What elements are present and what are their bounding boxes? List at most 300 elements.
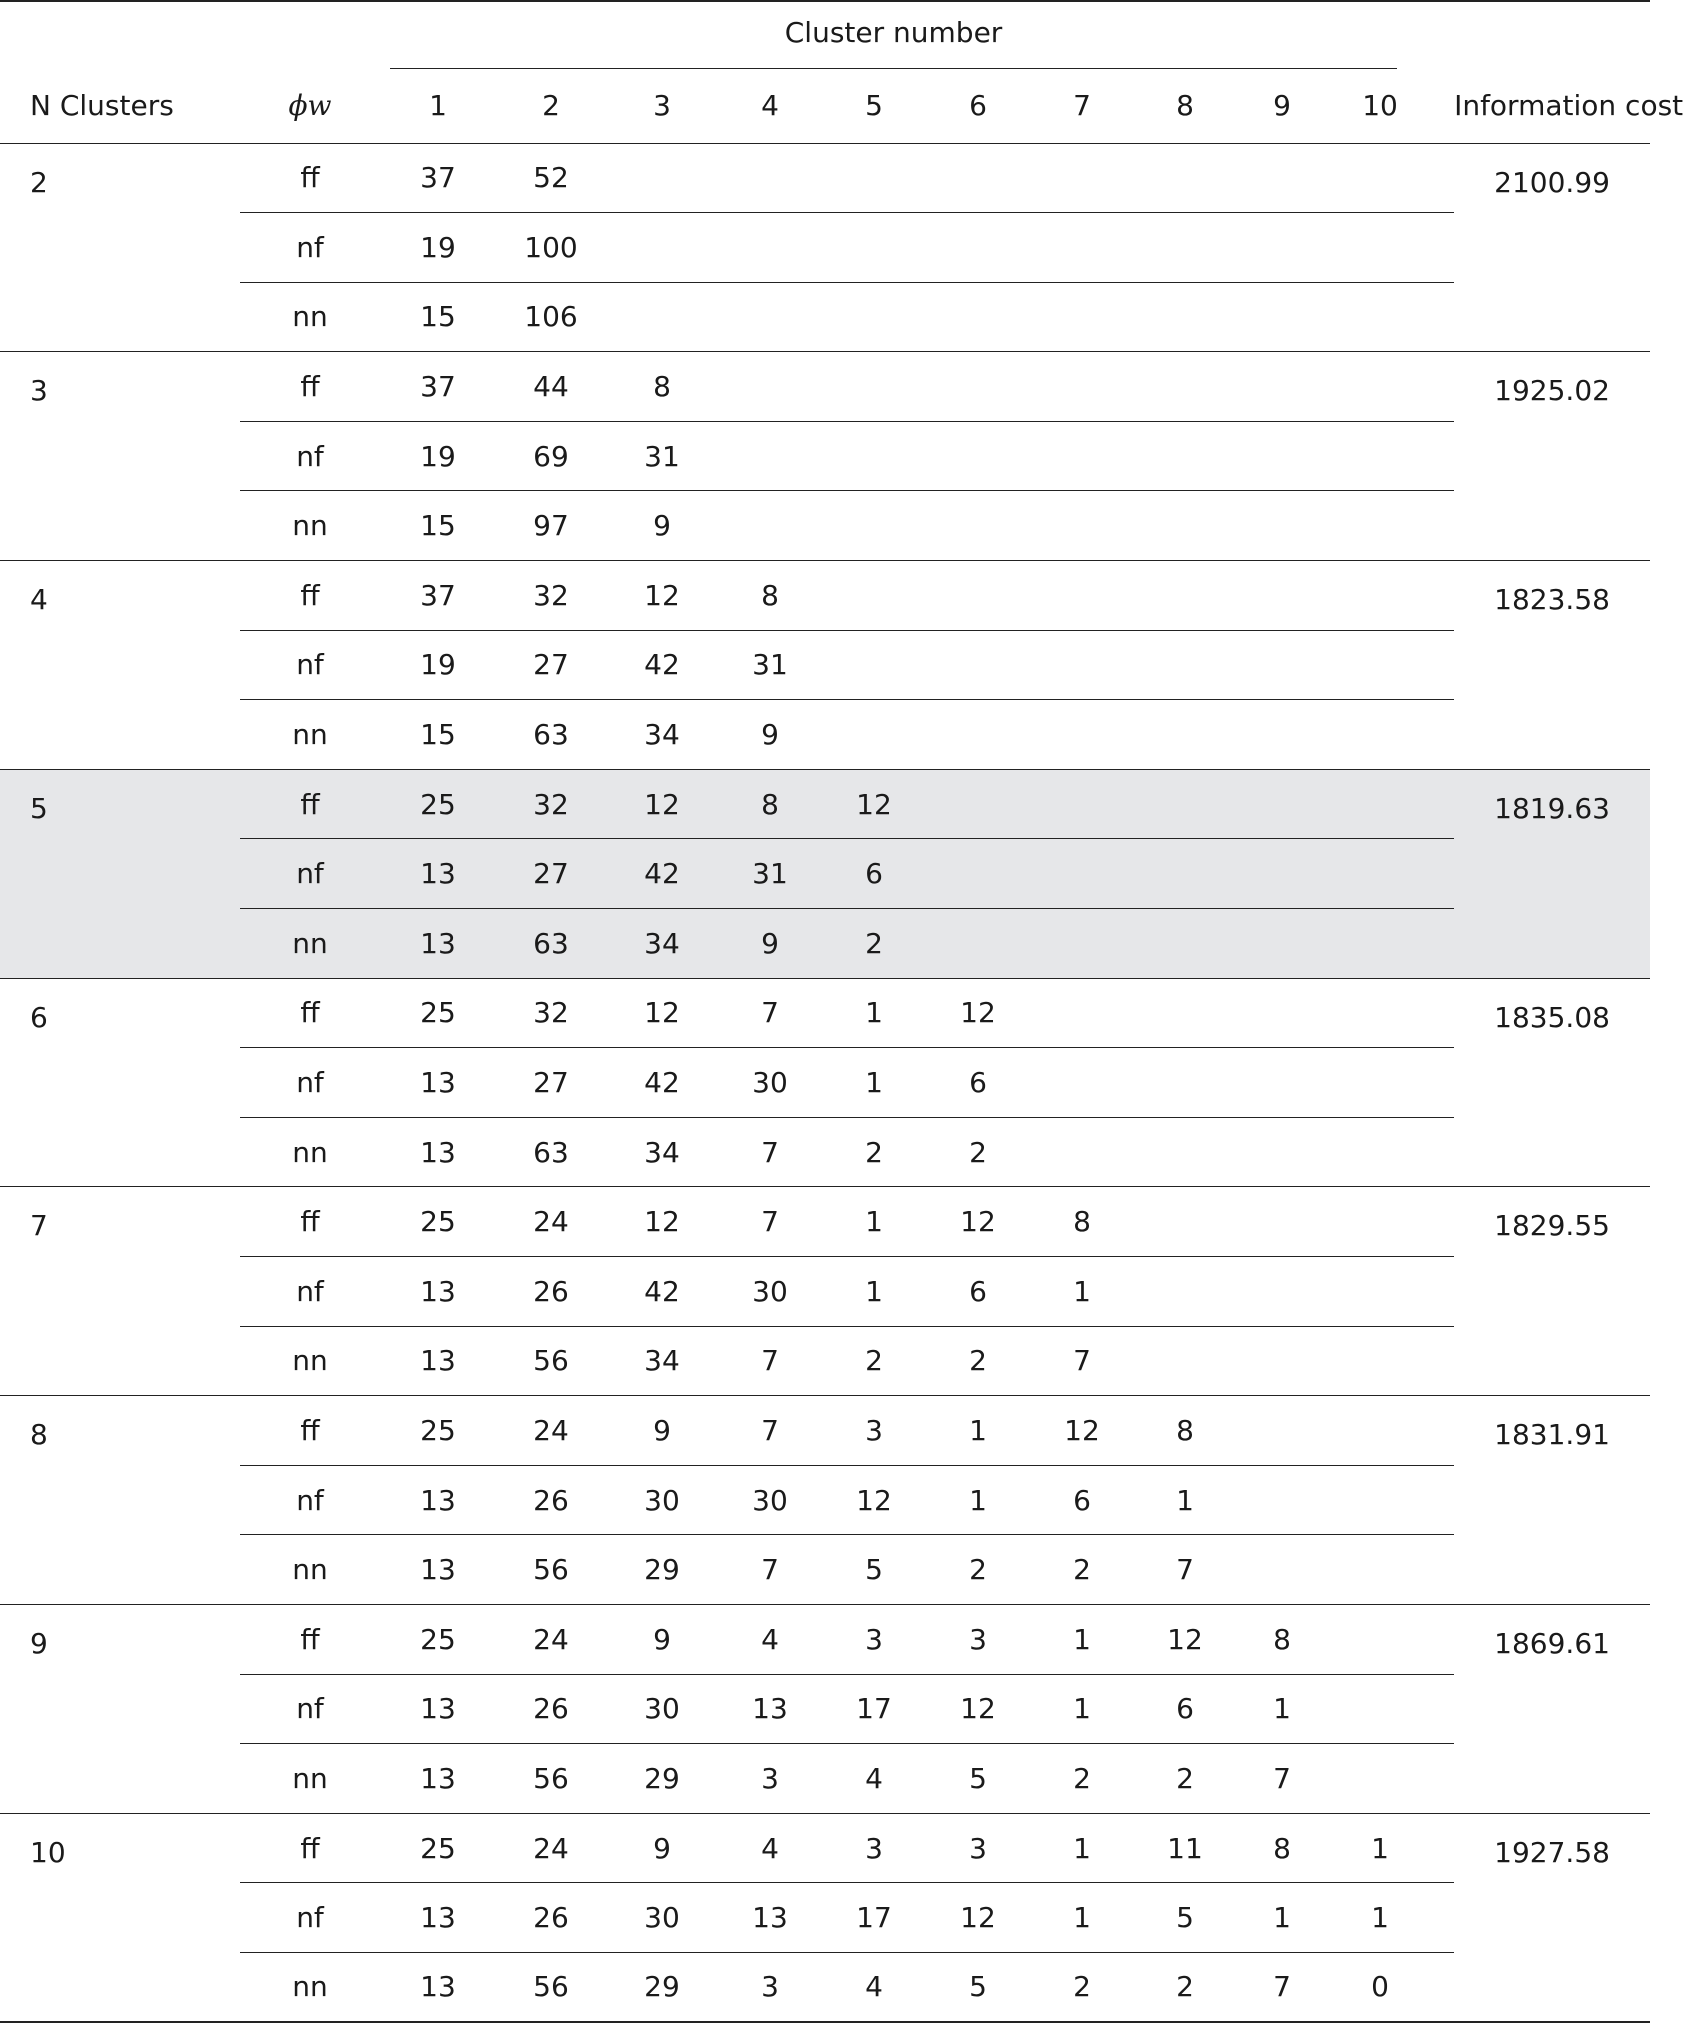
table-row (0, 1117, 1650, 1187)
cluster-value-cell (718, 213, 822, 283)
cluster-value-cell: 13 (380, 1257, 496, 1327)
cluster-value-cell: 26 (496, 1257, 606, 1327)
cluster-value-cell: 24 (496, 1813, 606, 1883)
table-row (0, 143, 1650, 213)
cluster-value-cell: 13 (380, 909, 496, 979)
cluster-value-cell: 12 (926, 1674, 1030, 1744)
cluster-value-cell: 3 (926, 1604, 1030, 1674)
cluster-value-cell (718, 143, 822, 213)
information-cost-cell: 1869.61 (1454, 1604, 1650, 1813)
cluster-value-cell (1236, 213, 1328, 283)
cluster-value-cell: 1 (1030, 1604, 1134, 1674)
cluster-value-cell (1134, 978, 1236, 1048)
cluster-value-cell: 34 (606, 1326, 718, 1396)
cluster-value-cell (1328, 1396, 1432, 1466)
n-clusters-cell: 5 (0, 769, 240, 978)
cluster-value-cell: 2 (822, 1117, 926, 1187)
cluster-value-cell: 30 (606, 1465, 718, 1535)
cluster-value-cell: 44 (496, 352, 606, 422)
cluster-value-cell: 13 (380, 1465, 496, 1535)
cluster-value-cell: 7 (718, 1117, 822, 1187)
cluster-value-cell: 1 (822, 1048, 926, 1118)
cluster-value-cell: 24 (496, 1396, 606, 1466)
cluster-value-cell: 1 (1030, 1257, 1134, 1327)
cluster-value-cell (1134, 700, 1236, 770)
cluster-value-cell: 30 (606, 1883, 718, 1953)
cluster-value-cell (1030, 700, 1134, 770)
cluster-value-cell: 2 (926, 1117, 1030, 1187)
cluster-value-cell: 37 (380, 352, 496, 422)
cluster-value-cell (1134, 213, 1236, 283)
cluster-value-cell (1328, 561, 1432, 631)
cluster-value-cell: 25 (380, 1604, 496, 1674)
cluster-value-cell (718, 421, 822, 491)
cluster-value-cell (1236, 630, 1328, 700)
cluster-value-cell (1030, 909, 1134, 979)
table-row (0, 1883, 1650, 1953)
cluster-value-cell: 42 (606, 1048, 718, 1118)
cluster-value-cell: 0 (1328, 1952, 1432, 2022)
cluster-value-cell: 63 (496, 700, 606, 770)
cluster-value-cell (606, 213, 718, 283)
cluster-value-cell: 26 (496, 1883, 606, 1953)
cluster-value-cell: 25 (380, 1813, 496, 1883)
table-row (0, 352, 1650, 422)
cluster-value-cell: 6 (926, 1257, 1030, 1327)
cluster-value-cell (926, 143, 1030, 213)
cluster-value-cell: 31 (718, 630, 822, 700)
cluster-value-cell: 34 (606, 700, 718, 770)
cluster-value-cell: 7 (718, 1187, 822, 1257)
cluster-value-cell: 12 (822, 769, 926, 839)
cluster-value-cell: 7 (1134, 1535, 1236, 1605)
cluster-value-cell: 26 (496, 1465, 606, 1535)
cluster-value-cell (926, 769, 1030, 839)
cluster-value-cell: 8 (718, 561, 822, 631)
cluster-value-cell (822, 282, 926, 352)
cluster-value-cell: 24 (496, 1604, 606, 1674)
cluster-value-cell: 24 (496, 1187, 606, 1257)
cluster-value-cell (1030, 143, 1134, 213)
cluster-value-cell (822, 143, 926, 213)
cluster-value-cell (1328, 1535, 1432, 1605)
information-cost-cell: 1835.08 (1454, 978, 1650, 1187)
cluster-value-cell: 56 (496, 1535, 606, 1605)
phi-w-cell: nf (240, 1257, 380, 1327)
cluster-value-cell (926, 491, 1030, 561)
table-body (0, 143, 1650, 2022)
cluster-value-cell (822, 630, 926, 700)
cluster-value-cell (1328, 1326, 1432, 1396)
cluster-value-cell: 106 (496, 282, 606, 352)
cluster-value-cell (606, 282, 718, 352)
cluster-value-cell: 13 (380, 1744, 496, 1814)
phi-w-cell: nf (240, 213, 380, 283)
cluster-value-cell (926, 561, 1030, 631)
cluster-value-cell (1236, 978, 1328, 1048)
table-row (0, 1187, 1650, 1257)
table-row (0, 1813, 1650, 1883)
cluster-value-cell (1236, 352, 1328, 422)
cluster-value-cell: 9 (718, 909, 822, 979)
cluster-value-cell (1236, 421, 1328, 491)
cluster-value-cell: 56 (496, 1326, 606, 1396)
cluster-value-cell: 32 (496, 978, 606, 1048)
cluster-value-cell: 7 (1236, 1744, 1328, 1814)
table-row (0, 978, 1650, 1048)
n-clusters-cell: 3 (0, 352, 240, 561)
cluster-value-cell: 12 (822, 1465, 926, 1535)
n-clusters-cell: 9 (0, 1604, 240, 1813)
cluster-value-cell (1328, 909, 1432, 979)
cluster-value-cell: 15 (380, 282, 496, 352)
cluster-value-cell: 29 (606, 1952, 718, 2022)
cluster-value-cell: 3 (718, 1952, 822, 2022)
cluster-value-cell (1236, 143, 1328, 213)
cluster-value-cell (1236, 909, 1328, 979)
cluster-value-cell (1030, 561, 1134, 631)
cluster-value-cell (1328, 700, 1432, 770)
phi-w-cell: ff (240, 352, 380, 422)
cluster-value-cell (1328, 978, 1432, 1048)
cluster-value-cell: 15 (380, 700, 496, 770)
phi-w-cell: nf (240, 1048, 380, 1118)
cluster-value-cell: 8 (1236, 1604, 1328, 1674)
information-cost-cell: 1925.02 (1454, 352, 1650, 561)
cluster-value-cell (1134, 282, 1236, 352)
cluster-value-cell: 32 (496, 561, 606, 631)
cluster-value-cell: 27 (496, 630, 606, 700)
cluster-value-cell (822, 352, 926, 422)
cluster-value-cell (1030, 1048, 1134, 1118)
cluster-value-cell: 25 (380, 1396, 496, 1466)
cluster-value-cell (1134, 1187, 1236, 1257)
cluster-value-cell: 12 (606, 561, 718, 631)
cluster-value-cell: 13 (380, 839, 496, 909)
cluster-value-cell: 26 (496, 1674, 606, 1744)
cluster-value-cell (1030, 630, 1134, 700)
phi-w-cell: nn (240, 1117, 380, 1187)
table-row (0, 1604, 1650, 1674)
cluster-value-cell (1236, 700, 1328, 770)
cluster-value-cell: 2 (926, 1535, 1030, 1605)
cluster-value-cell: 12 (926, 1187, 1030, 1257)
cluster-value-cell: 29 (606, 1744, 718, 1814)
cluster-value-cell (1328, 421, 1432, 491)
cluster-value-cell: 13 (380, 1117, 496, 1187)
cluster-value-cell (1134, 1117, 1236, 1187)
table-row (0, 1744, 1650, 1814)
cluster-value-cell: 5 (926, 1744, 1030, 1814)
cluster-column-header: 3 (653, 89, 671, 123)
cluster-value-cell: 9 (606, 1396, 718, 1466)
table-row (0, 839, 1650, 909)
cluster-value-cell (718, 491, 822, 561)
cluster-value-cell: 7 (718, 1535, 822, 1605)
cluster-value-cell (1328, 1465, 1432, 1535)
cluster-column-header: 8 (1176, 89, 1194, 123)
cluster-value-cell: 37 (380, 143, 496, 213)
table-row (0, 1326, 1650, 1396)
cluster-value-cell (1328, 1187, 1432, 1257)
cluster-value-cell (1236, 839, 1328, 909)
cluster-value-cell: 97 (496, 491, 606, 561)
table-row (0, 561, 1650, 631)
cluster-column-header: 5 (865, 89, 883, 123)
cluster-value-cell (1328, 213, 1432, 283)
cluster-value-cell: 4 (822, 1952, 926, 2022)
phi-w-cell: nf (240, 839, 380, 909)
cluster-value-cell (1328, 1674, 1432, 1744)
cluster-value-cell (1328, 1257, 1432, 1327)
cluster-value-cell (1134, 839, 1236, 909)
cluster-value-cell: 1 (1236, 1883, 1328, 1953)
cluster-value-cell: 69 (496, 421, 606, 491)
n-clusters-cell: 7 (0, 1187, 240, 1396)
information-cost-cell: 1831.91 (1454, 1396, 1650, 1605)
cluster-value-cell (1328, 1117, 1432, 1187)
n-clusters-cell: 4 (0, 561, 240, 770)
cluster-value-cell: 42 (606, 630, 718, 700)
cluster-value-cell (1236, 1535, 1328, 1605)
cluster-value-cell (1328, 630, 1432, 700)
cluster-value-cell (1328, 1048, 1432, 1118)
phi-w-header: ϕw (288, 89, 332, 123)
phi-w-cell: nn (240, 1326, 380, 1396)
cluster-value-cell: 19 (380, 630, 496, 700)
cluster-value-cell (1134, 491, 1236, 561)
cluster-value-cell: 13 (380, 1883, 496, 1953)
cluster-value-cell: 56 (496, 1952, 606, 2022)
phi-w-cell: nn (240, 909, 380, 979)
cluster-value-cell: 13 (718, 1883, 822, 1953)
cluster-value-cell: 12 (926, 978, 1030, 1048)
n-clusters-cell: 8 (0, 1396, 240, 1605)
cluster-value-cell (926, 839, 1030, 909)
cluster-value-cell (1236, 1117, 1328, 1187)
cluster-value-cell: 2 (1030, 1744, 1134, 1814)
table-row (0, 1257, 1650, 1327)
table-row (0, 769, 1650, 839)
cluster-value-cell (1030, 978, 1134, 1048)
cluster-value-cell: 1 (822, 978, 926, 1048)
phi-w-cell: nn (240, 282, 380, 352)
cluster-value-cell: 2 (822, 1326, 926, 1396)
phi-w-cell: nf (240, 421, 380, 491)
cluster-value-cell: 1 (926, 1465, 1030, 1535)
phi-w-cell: nn (240, 700, 380, 770)
cluster-value-cell: 30 (606, 1674, 718, 1744)
cluster-value-cell: 2 (1030, 1952, 1134, 2022)
cluster-value-cell (1134, 1048, 1236, 1118)
cluster-value-cell: 25 (380, 1187, 496, 1257)
table-row (0, 282, 1650, 352)
table-row (0, 700, 1650, 770)
cluster-value-cell: 1 (926, 1396, 1030, 1466)
cluster-value-cell (1236, 1465, 1328, 1535)
cluster-value-cell (926, 352, 1030, 422)
table-row (0, 1674, 1650, 1744)
cluster-value-cell (1328, 352, 1432, 422)
cluster-value-cell (1328, 143, 1432, 213)
cluster-value-cell: 100 (496, 213, 606, 283)
cluster-value-cell (1030, 352, 1134, 422)
cluster-value-cell: 2 (1134, 1952, 1236, 2022)
phi-w-cell: nn (240, 1952, 380, 2022)
cluster-value-cell: 3 (822, 1396, 926, 1466)
cluster-value-cell: 3 (718, 1744, 822, 1814)
cluster-value-cell: 7 (718, 1326, 822, 1396)
cluster-value-cell: 12 (926, 1883, 1030, 1953)
cluster-value-cell (1030, 491, 1134, 561)
cluster-value-cell (822, 213, 926, 283)
cluster-value-cell (718, 282, 822, 352)
table-row (0, 421, 1650, 491)
cluster-value-cell: 8 (1030, 1187, 1134, 1257)
table-row (0, 1048, 1650, 1118)
cluster-value-cell: 30 (718, 1465, 822, 1535)
phi-w-cell: ff (240, 143, 380, 213)
cluster-value-cell: 5 (822, 1535, 926, 1605)
phi-w-cell: ff (240, 1187, 380, 1257)
cluster-value-cell (1030, 213, 1134, 283)
cluster-column-header: 6 (969, 89, 987, 123)
cluster-value-cell: 12 (1134, 1604, 1236, 1674)
table-row (0, 491, 1650, 561)
cluster-value-cell: 42 (606, 839, 718, 909)
cluster-value-cell: 25 (380, 769, 496, 839)
cluster-value-cell (1236, 282, 1328, 352)
table-row (0, 1465, 1650, 1535)
information-cost-cell: 1823.58 (1454, 561, 1650, 770)
cluster-value-cell (1236, 769, 1328, 839)
cluster-value-cell: 9 (606, 1604, 718, 1674)
cluster-value-cell: 5 (926, 1952, 1030, 2022)
phi-w-cell: nf (240, 1674, 380, 1744)
cluster-value-cell: 2 (926, 1326, 1030, 1396)
cluster-value-cell (926, 213, 1030, 283)
cluster-value-cell (1328, 769, 1432, 839)
cluster-value-cell (926, 700, 1030, 770)
phi-w-cell: nf (240, 630, 380, 700)
cluster-value-cell: 6 (1030, 1465, 1134, 1535)
cluster-value-cell: 1 (1134, 1465, 1236, 1535)
cluster-value-cell (1030, 421, 1134, 491)
cluster-value-cell: 12 (1030, 1396, 1134, 1466)
cluster-value-cell: 63 (496, 1117, 606, 1187)
cluster-value-cell: 1 (1328, 1883, 1432, 1953)
cluster-value-cell: 1 (1328, 1813, 1432, 1883)
cluster-column-header: 1 (429, 89, 447, 123)
n-clusters-header: N Clusters (30, 89, 174, 123)
cluster-value-cell: 5 (1134, 1883, 1236, 1953)
cluster-value-cell: 31 (718, 839, 822, 909)
table-header (0, 1, 1683, 143)
n-clusters-cell: 2 (0, 143, 240, 352)
table-row (0, 1952, 1650, 2022)
cluster-value-cell: 2 (1030, 1535, 1134, 1605)
cluster-column-header: 7 (1073, 89, 1091, 123)
cluster-column-header: 9 (1273, 89, 1291, 123)
cluster-value-cell (1030, 1117, 1134, 1187)
cluster-value-cell: 13 (380, 1048, 496, 1118)
cluster-value-cell (1134, 561, 1236, 631)
cluster-value-cell: 12 (606, 978, 718, 1048)
cluster-value-cell: 7 (718, 1396, 822, 1466)
cluster-value-cell (1134, 421, 1236, 491)
cluster-value-cell (822, 421, 926, 491)
cluster-column-header: 2 (542, 89, 560, 123)
cluster-value-cell: 7 (718, 978, 822, 1048)
cluster-value-cell (926, 630, 1030, 700)
cluster-value-cell (822, 561, 926, 631)
cluster-value-cell (926, 909, 1030, 979)
phi-w-cell: ff (240, 561, 380, 631)
phi-w-cell: ff (240, 978, 380, 1048)
n-clusters-cell: 6 (0, 978, 240, 1187)
cluster-value-cell: 12 (606, 769, 718, 839)
n-clusters-cell: 10 (0, 1813, 240, 2022)
cluster-number-header: Cluster number (390, 2, 1397, 69)
cluster-value-cell: 1 (822, 1187, 926, 1257)
table-row (0, 630, 1650, 700)
cluster-value-cell: 1 (1030, 1883, 1134, 1953)
cluster-value-cell (1328, 1744, 1432, 1814)
information-cost-cell: 1927.58 (1454, 1813, 1650, 2022)
cluster-value-cell (1236, 1187, 1328, 1257)
cluster-value-cell: 1 (1030, 1674, 1134, 1744)
information-cost-cell: 2100.99 (1454, 143, 1650, 352)
cluster-value-cell: 32 (496, 769, 606, 839)
table-row (0, 213, 1650, 283)
cluster-value-cell (1030, 769, 1134, 839)
cluster-value-cell: 25 (380, 978, 496, 1048)
header-row-columns (0, 69, 1650, 143)
cluster-value-cell: 6 (926, 1048, 1030, 1118)
cluster-value-cell (1328, 491, 1432, 561)
phi-w-cell: ff (240, 1396, 380, 1466)
cluster-value-cell (1236, 1257, 1328, 1327)
cluster-value-cell (1328, 1604, 1432, 1674)
cluster-value-cell: 30 (718, 1048, 822, 1118)
cluster-value-cell (1328, 282, 1432, 352)
cluster-value-cell: 13 (380, 1952, 496, 2022)
cluster-value-cell: 42 (606, 1257, 718, 1327)
phi-w-cell: ff (240, 1813, 380, 1883)
cluster-value-cell: 1 (1030, 1813, 1134, 1883)
cluster-value-cell: 8 (718, 769, 822, 839)
cluster-value-cell: 13 (380, 1326, 496, 1396)
information-cost-cell: 1819.63 (1454, 769, 1650, 978)
cluster-value-cell (1134, 909, 1236, 979)
cluster-value-cell: 1 (822, 1257, 926, 1327)
table-row (0, 909, 1650, 979)
cluster-value-cell: 52 (496, 143, 606, 213)
phi-w-cell: nn (240, 1535, 380, 1605)
cluster-value-cell: 30 (718, 1257, 822, 1327)
cluster-value-cell (1328, 839, 1432, 909)
cluster-value-cell (606, 143, 718, 213)
cluster-value-cell: 2 (822, 909, 926, 979)
cluster-value-cell: 8 (606, 352, 718, 422)
cluster-value-cell (1134, 352, 1236, 422)
cluster-value-cell: 17 (822, 1883, 926, 1953)
cluster-value-cell: 7 (1236, 1952, 1328, 2022)
cluster-value-cell (718, 352, 822, 422)
cluster-value-cell: 17 (822, 1674, 926, 1744)
cluster-value-cell: 19 (380, 421, 496, 491)
table-row (0, 1535, 1650, 1605)
